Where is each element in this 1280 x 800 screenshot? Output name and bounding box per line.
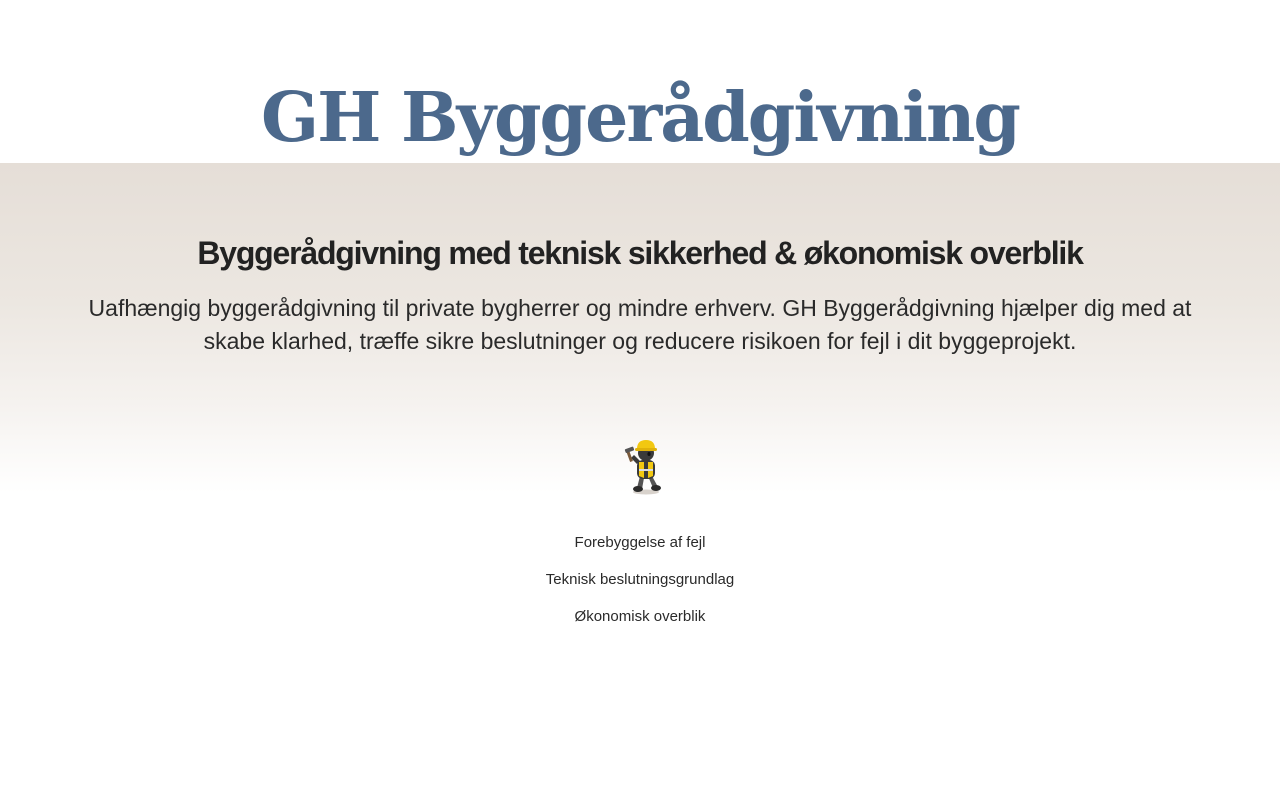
- construction-worker-icon: [624, 436, 668, 496]
- feature-item: Økonomisk overblik: [574, 608, 706, 625]
- feature-list: [0, 533, 1280, 644]
- feature-item: Forebyggelse af fejl: [574, 534, 706, 551]
- site-title[interactable]: GH Byggerådgivning: [261, 78, 1019, 158]
- hero-section: [0, 163, 1280, 800]
- site-header: [0, 0, 1280, 163]
- feature-item: Teknisk beslutningsgrundlag: [545, 571, 735, 588]
- hero-intro: Uafhængig byggerådgivning til private bygherrer og mindre erhverv. GH Byggerådgivning hjælper dig med at skabe klarhed, træffe sikre beslutninger og reducere risikoen for fejl i dit byggeprojekt.: [88, 295, 1192, 354]
- hero-heading: Byggerådgivning med teknisk sikkerhed & økonomisk overblik: [197, 235, 1083, 271]
